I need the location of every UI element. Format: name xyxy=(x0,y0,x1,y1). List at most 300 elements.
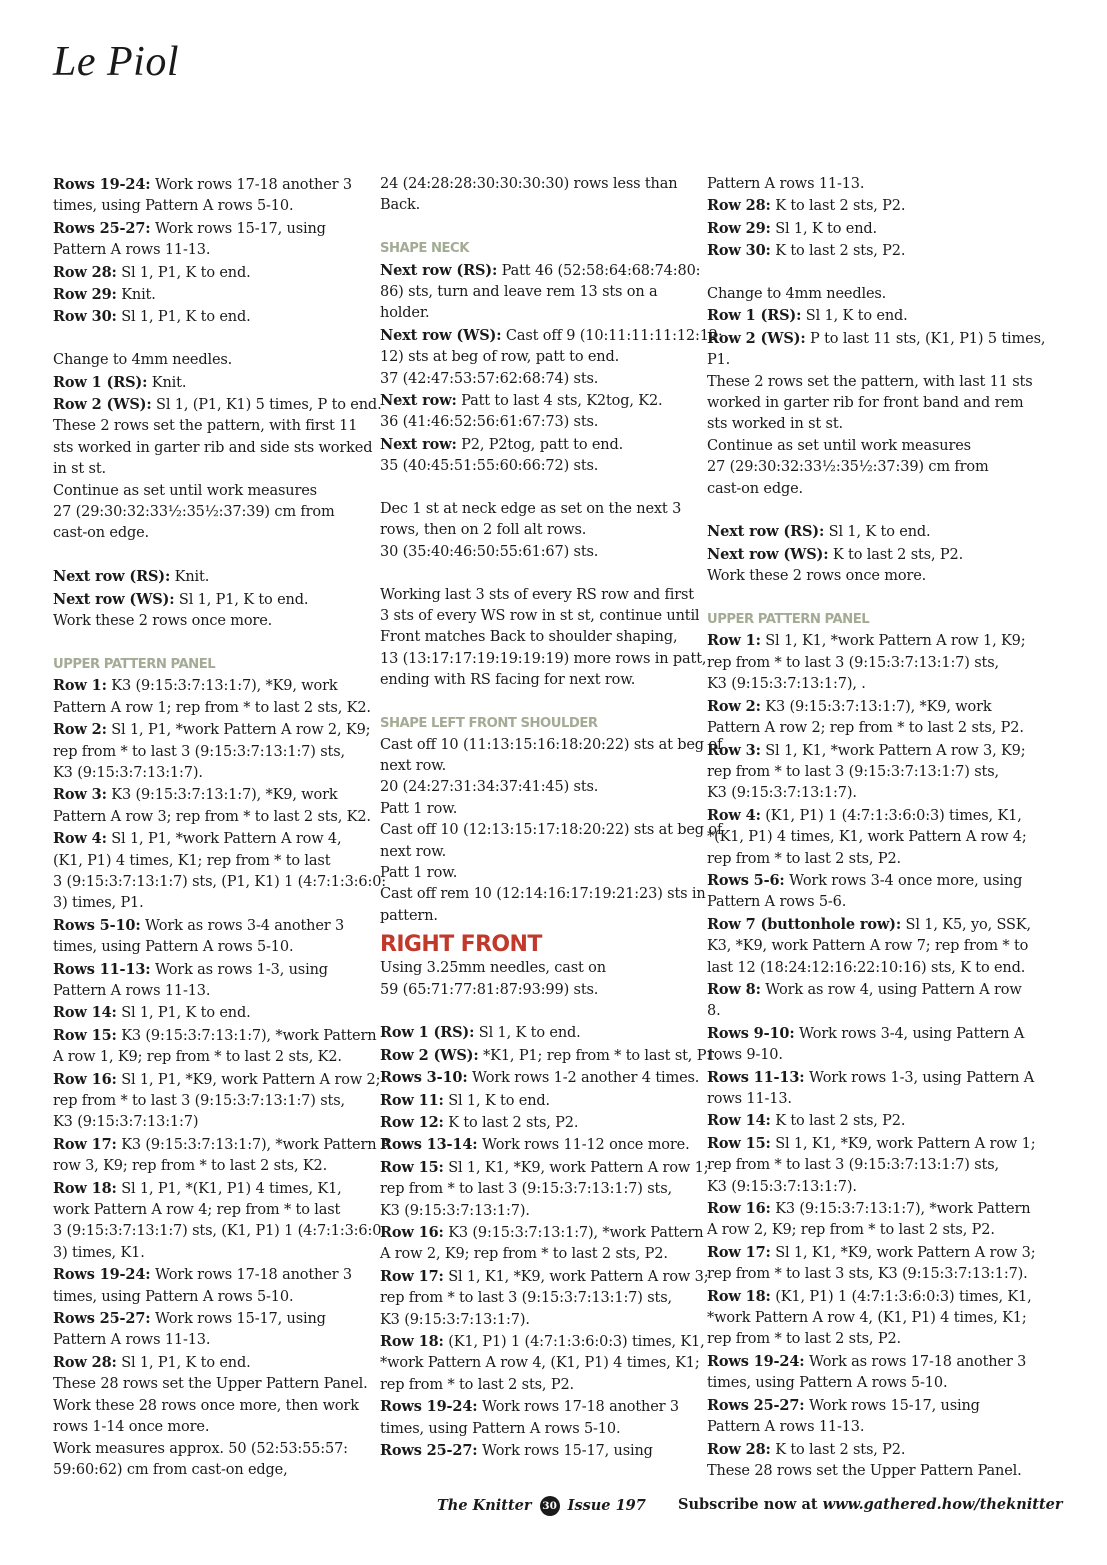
row-label: Row 4: xyxy=(707,806,761,824)
text-line xyxy=(380,1112,688,1134)
paragraph-gap xyxy=(707,263,1017,284)
text-line xyxy=(707,436,1017,457)
row-label: Row 17: xyxy=(380,1267,444,1285)
text-line xyxy=(53,1330,361,1351)
row-text: rep from * to last 3 (9:15:3:7:13:1:7) sts, xyxy=(707,1157,999,1174)
text-line xyxy=(380,1288,688,1309)
section-heading: UPPER PATTERN PANEL xyxy=(53,656,216,672)
row-label: Row 7 (buttonhole row): xyxy=(707,915,902,933)
text-line xyxy=(380,369,688,390)
row-text: times, using Pattern A rows 5-10. xyxy=(53,939,294,956)
row-text: Pattern A rows 11-13. xyxy=(53,242,211,259)
text-line xyxy=(53,416,361,437)
text-line xyxy=(53,1025,377,1047)
row-label: Row 1 (RS): xyxy=(707,307,802,325)
text-line xyxy=(707,849,1017,870)
text-line xyxy=(53,893,361,914)
row-text: Patt 1 row. xyxy=(380,800,458,817)
row-text: K to last 2 sts, P2. xyxy=(828,546,964,563)
text-line xyxy=(380,735,723,756)
text-line xyxy=(53,1243,361,1264)
row-text: Cast off rem 10 (12:14:16:17:19:21:23) sts in xyxy=(380,886,706,903)
text-line xyxy=(53,1308,361,1330)
text-line xyxy=(707,718,1024,739)
row-label: Row 1 (RS): xyxy=(53,373,148,391)
text-line xyxy=(53,675,361,697)
row-label: Row 3: xyxy=(707,741,761,759)
row-text: Sl 1, P1, K to end. xyxy=(174,591,309,608)
text-line xyxy=(707,1242,1036,1264)
text-line xyxy=(707,1286,1032,1308)
row-label: Rows 13-14: xyxy=(380,1136,478,1154)
row-text: K to last 2 sts, P2. xyxy=(770,198,906,215)
row-text: Sl 1, K1, *K9, work Pattern A row 1; xyxy=(443,1159,709,1176)
text-line xyxy=(53,872,387,893)
row-text: K3 (9:15:3:7:13:1:7). xyxy=(380,1202,530,1219)
text-line xyxy=(707,521,1017,543)
text-line xyxy=(53,523,361,544)
row-text: Pattern A row 2; rep from * to last 2 sts, P2. xyxy=(707,720,1024,737)
text-line xyxy=(53,851,361,872)
text-line xyxy=(707,827,1027,848)
text-line xyxy=(53,1112,361,1133)
row-text: (K1, P1) 1 (4:7:1:3:6:0:3) times, K1, xyxy=(760,807,1022,824)
row-text: Sl 1, K to end. xyxy=(443,1092,550,1109)
row-label: Row 28: xyxy=(707,1440,771,1458)
row-text: times, using Pattern A rows 5-10. xyxy=(53,198,294,215)
row-text: cast-on edge. xyxy=(53,525,149,542)
text-line xyxy=(707,1395,1017,1417)
text-line xyxy=(380,863,688,884)
row-text: 3) times, P1. xyxy=(53,895,144,912)
text-line xyxy=(380,884,706,905)
row-text: Continue as set until work measures xyxy=(53,482,317,499)
text-line xyxy=(380,434,688,456)
magazine-name: The Knitter xyxy=(437,1497,532,1514)
text-line xyxy=(707,240,1017,262)
row-text: K3 (9:15:3:7:13:1:7). xyxy=(707,785,857,802)
row-text: Pattern A row 3; rep from * to last 2 sts, K2. xyxy=(53,808,371,825)
text-line xyxy=(380,412,688,433)
text-line xyxy=(380,1375,688,1396)
text-line xyxy=(380,1134,688,1156)
row-text: Using 3.25mm needles, cast on xyxy=(380,960,606,977)
text-line xyxy=(380,1157,709,1179)
row-label: Rows 5-6: xyxy=(707,871,785,889)
text-line xyxy=(380,1222,704,1244)
row-label: Row 8: xyxy=(707,980,761,998)
text-line xyxy=(53,1091,361,1112)
text-line xyxy=(53,698,371,719)
row-text: Cast off 9 (10:11:11:11:12:12: xyxy=(501,327,723,344)
text-line xyxy=(53,1417,361,1438)
row-text: rep from * to last 3 (9:15:3:7:13:1:7) sts, xyxy=(53,743,345,760)
row-text: Sl 1, P1, *(K1, P1) 4 times, K1, xyxy=(116,1180,342,1197)
row-label: Row 17: xyxy=(53,1135,117,1153)
paragraph-gap xyxy=(707,500,1017,521)
row-text: Sl 1, (P1, K1) 5 times, P to end. xyxy=(151,397,382,414)
row-text: rep from * to last 3 (9:15:3:7:13:1:7) sts, xyxy=(707,654,999,671)
row-text: Work rows 3-4, using Pattern A xyxy=(794,1025,1025,1042)
row-text: 3 (9:15:3:7:13:1:7) sts, (K1, P1) 1 (4:7:1:3:6:0: xyxy=(53,1223,387,1240)
text-line xyxy=(707,1045,1017,1066)
text-line xyxy=(380,799,688,820)
row-text: Pattern A rows 11-13. xyxy=(707,1419,865,1436)
row-text: rep from * to last 2 sts, P2. xyxy=(380,1376,574,1393)
row-text: last 12 (18:24:12:16:22:10:16) sts, K to end. xyxy=(707,959,1026,976)
text-line xyxy=(707,566,1017,587)
row-text: sts worked in garter rib and side sts worked xyxy=(53,439,373,456)
row-text: P to last 11 sts, (K1, P1) 5 times, xyxy=(805,330,1046,347)
paragraph-gap xyxy=(380,478,688,499)
row-text: Work as row 4, using Pattern A row xyxy=(760,981,1022,998)
row-text: Sl 1, P1, K to end. xyxy=(116,264,251,281)
section-heading: SHAPE LEFT FRONT SHOULDER xyxy=(380,716,598,732)
text-line xyxy=(380,585,694,606)
row-text: rep from * to last 3 sts, K3 (9:15:3:7:13:1:7). xyxy=(707,1266,1028,1283)
row-text: rep from * to last 3 (9:15:3:7:13:1:7) sts, xyxy=(707,763,999,780)
row-text: K3 (9:15:3:7:13:1:7). xyxy=(53,764,203,781)
row-text: Pattern A rows 11-13. xyxy=(707,176,865,192)
row-text: (K1, P1) 1 (4:7:1:3:6:0:3) times, K1, xyxy=(443,1334,705,1351)
text-line xyxy=(707,1023,1025,1045)
row-text: 37 (42:47:53:57:62:68:74) sts. xyxy=(380,370,599,387)
row-text: Work rows 15-17, using xyxy=(150,220,326,237)
row-text: K3 (9:15:3:7:13:1:7), *work Pattern A xyxy=(116,1136,392,1153)
row-text: These 2 rows set the pattern, with last 11 sts xyxy=(707,373,1033,390)
row-text: K3 (9:15:3:7:13:1:7), *K9, work xyxy=(106,787,338,804)
text-line xyxy=(380,842,688,863)
text-line xyxy=(380,606,700,627)
text-line xyxy=(380,958,688,979)
text-line xyxy=(53,589,361,611)
row-text: K to last 2 sts, P2. xyxy=(770,1441,906,1458)
row-text: K to last 2 sts, P2. xyxy=(770,1113,906,1130)
pattern-column-3 xyxy=(707,174,1046,1482)
text-line xyxy=(707,174,1017,195)
row-text: P2, P2tog, patt to end. xyxy=(456,436,624,453)
row-text: Sl 1, K1, *K9, work Pattern A row 3; xyxy=(443,1268,709,1285)
text-line xyxy=(707,936,1029,957)
row-text: A row 2, K9; rep from * to last 2 sts, P2. xyxy=(707,1222,995,1239)
row-text: Work rows 1-2 another 4 times. xyxy=(467,1070,700,1087)
row-label: Row 17: xyxy=(707,1243,771,1261)
text-line xyxy=(380,1090,688,1112)
text-line xyxy=(380,1266,709,1288)
text-line xyxy=(707,630,1026,652)
row-text: Continue as set until work measures xyxy=(707,437,971,454)
text-line xyxy=(53,1156,361,1177)
text-line xyxy=(380,282,688,303)
row-text: Patt 46 (52:58:64:68:74:80: xyxy=(497,262,701,279)
text-line xyxy=(707,696,1017,718)
text-line xyxy=(53,959,361,981)
text-line xyxy=(53,1287,361,1308)
row-text: times, using Pattern A rows 5-10. xyxy=(53,1288,294,1305)
text-line xyxy=(380,1419,688,1440)
paragraph-gap xyxy=(53,633,361,654)
text-line xyxy=(707,1351,1027,1373)
text-line xyxy=(380,347,688,368)
row-label: Next row (WS): xyxy=(53,590,175,608)
text-line xyxy=(380,1022,688,1044)
row-text: next row. xyxy=(380,843,447,860)
text-line xyxy=(707,457,1017,478)
text-line xyxy=(380,520,688,541)
text-line xyxy=(707,870,1023,892)
text-line xyxy=(380,1244,688,1265)
row-text: K3 (9:15:3:7:13:1:7), *K9, work xyxy=(760,698,992,715)
row-text: K3 (9:15:3:7:13:1:7), *work Pattern xyxy=(443,1225,704,1242)
row-text: K to last 2 sts, P2. xyxy=(770,243,906,260)
row-text: Work rows 17-18 another 3 xyxy=(150,177,352,193)
row-text: Sl 1, P1, K to end. xyxy=(116,1354,251,1371)
row-label: Row 1: xyxy=(53,677,107,695)
paragraph-gap xyxy=(380,563,688,584)
section-heading: SHAPE NECK xyxy=(380,241,469,257)
row-text: next row. xyxy=(380,757,447,774)
row-label: Row 2 (WS): xyxy=(380,1046,479,1064)
row-text: rep from * to last 3 (9:15:3:7:13:1:7) sts, xyxy=(380,1181,672,1198)
text-line xyxy=(707,914,1031,936)
subscribe-link[interactable]: www.gathered.how/theknitter xyxy=(822,1496,1063,1513)
text-line xyxy=(707,1220,1017,1241)
row-text: Work as rows 1-3, using xyxy=(150,961,328,978)
row-label: Row 11: xyxy=(380,1091,444,1109)
text-line xyxy=(53,807,371,828)
text-line xyxy=(53,372,361,394)
row-label: Rows 19-24: xyxy=(380,1398,478,1416)
text-line xyxy=(707,218,1017,240)
text-line xyxy=(380,756,688,777)
text-line xyxy=(707,195,1017,217)
subscribe-text: Subscribe now at xyxy=(678,1496,818,1513)
row-label: Row 15: xyxy=(380,1158,444,1176)
text-line xyxy=(380,195,688,216)
text-line xyxy=(380,649,707,670)
row-label: Row 4: xyxy=(53,830,107,848)
text-line xyxy=(707,328,1046,350)
text-line xyxy=(53,937,361,958)
text-line xyxy=(380,499,688,520)
row-label: Row 29: xyxy=(707,219,771,237)
text-line xyxy=(53,719,371,741)
row-text: Cast off 10 (11:13:15:16:18:20:22) sts at beg of xyxy=(380,736,723,753)
pattern-column-1 xyxy=(53,174,392,1481)
text-line xyxy=(707,1461,1022,1482)
text-line xyxy=(53,1221,387,1242)
row-label: Row 28: xyxy=(53,263,117,281)
row-label: Row 30: xyxy=(707,242,771,260)
row-text: K to last 2 sts, P2. xyxy=(443,1114,579,1131)
text-line xyxy=(707,892,1017,913)
text-line xyxy=(53,1002,361,1024)
row-text: Change to 4mm needles. xyxy=(53,352,233,369)
row-label: Rows 25-27: xyxy=(707,1396,805,1414)
text-line xyxy=(707,674,1017,695)
row-text: 59:60:62) cm from cast-on edge, xyxy=(53,1461,288,1478)
row-label: Row 3: xyxy=(53,786,107,804)
text-line xyxy=(707,783,1017,804)
text-line xyxy=(707,1373,1017,1394)
paragraph-gap xyxy=(53,545,361,566)
row-text: Pattern A rows 11-13. xyxy=(53,982,211,999)
text-line xyxy=(53,611,361,632)
row-text: 3) times, K1. xyxy=(53,1244,145,1261)
text-line xyxy=(53,1178,361,1200)
text-line xyxy=(707,1264,1028,1285)
row-label: Next row (RS): xyxy=(53,568,171,586)
row-label: Rows 19-24: xyxy=(53,176,151,193)
text-line xyxy=(707,1067,1035,1089)
text-line xyxy=(380,1310,688,1331)
text-line xyxy=(53,1200,361,1221)
text-line xyxy=(707,805,1022,827)
row-text: Sl 1, K1, *K9, work Pattern A row 3; xyxy=(770,1244,1036,1261)
row-text: A row 1, K9; rep from * to last 2 sts, K2. xyxy=(53,1049,342,1066)
row-text: K3 (9:15:3:7:13:1:7), *K9, work xyxy=(106,678,338,695)
text-line xyxy=(53,981,361,1002)
text-line xyxy=(380,1201,688,1222)
row-label: Next row (RS): xyxy=(707,523,825,541)
row-label: Row 2 (WS): xyxy=(707,329,806,347)
row-text: 12) sts at beg of row, patt to end. xyxy=(380,349,620,366)
row-text: times, using Pattern A rows 5-10. xyxy=(707,1375,948,1392)
row-text: Dec 1 st at neck edge as set on the next 3 xyxy=(380,501,682,518)
row-text: A row 2, K9; rep from * to last 2 sts, P2. xyxy=(380,1246,668,1263)
text-line xyxy=(53,394,382,416)
text-line xyxy=(53,1374,368,1395)
row-text: 13 (13:17:17:19:19:19:19) more rows in patt, xyxy=(380,650,707,667)
row-text: 3 (9:15:3:7:13:1:7) sts, (P1, K1) 1 (4:7:1:3:6:0: xyxy=(53,873,387,890)
text-line xyxy=(380,670,688,691)
row-label: Rows 19-24: xyxy=(53,1266,151,1284)
row-text: These 28 rows set the Upper Pattern Panel. xyxy=(707,1462,1022,1479)
row-label: Rows 11-13: xyxy=(53,960,151,978)
text-line xyxy=(707,414,1017,435)
row-text: Sl 1, K1, *K9, work Pattern A row 1; xyxy=(770,1135,1036,1152)
row-label: Row 18: xyxy=(380,1333,444,1351)
row-text: Work these 28 rows once more, then work xyxy=(53,1397,359,1414)
row-text: Work rows 17-18 another 3 xyxy=(150,1267,352,1284)
row-text: (K1, P1) 4 times, K1; rep from * to last xyxy=(53,852,331,869)
row-text: Sl 1, P1, *work Pattern A row 4, xyxy=(106,831,342,848)
row-text: K3 (9:15:3:7:13:1:7), . xyxy=(707,676,866,693)
text-line xyxy=(380,820,723,841)
row-text: 86) sts, turn and leave rem 13 sts on a xyxy=(380,284,658,301)
row-label: Row 1: xyxy=(707,632,761,650)
row-text: These 2 rows set the pattern, with first 11 xyxy=(53,418,358,435)
row-text: *work Pattern A row 4, (K1, P1) 4 times, K1; xyxy=(707,1310,1027,1327)
row-text: 36 (41:46:52:56:61:67:73) sts. xyxy=(380,414,599,431)
row-text: times, using Pattern A rows 5-10. xyxy=(380,1420,621,1437)
text-line xyxy=(53,1460,361,1481)
row-text: rows, then on 2 foll alt rows. xyxy=(380,522,587,539)
row-label: Row 16: xyxy=(53,1070,117,1088)
row-text: *K1, P1; rep from * to last st, P1. xyxy=(478,1047,720,1064)
row-text: rows 1-14 once more. xyxy=(53,1419,210,1436)
text-line xyxy=(380,390,688,412)
issue-number: Issue 197 xyxy=(567,1497,646,1514)
text-line xyxy=(53,828,361,850)
row-text: rep from * to last 3 (9:15:3:7:13:1:7) sts, xyxy=(53,1093,345,1110)
row-label: Rows 3-10: xyxy=(380,1069,468,1087)
text-line xyxy=(380,1331,705,1353)
text-line xyxy=(380,456,688,477)
row-text: Work these 2 rows once more. xyxy=(53,613,273,630)
row-label: Row 16: xyxy=(707,1200,771,1218)
row-text: Pattern A row 1; rep from * to last 2 sts, K2. xyxy=(53,699,371,716)
row-label: Rows 11-13: xyxy=(707,1068,805,1086)
row-text: Sl 1, P1, *K9, work Pattern A row 2; xyxy=(116,1071,381,1088)
text-line xyxy=(707,1001,1017,1022)
text-line xyxy=(53,915,361,937)
row-text: 59 (65:71:77:81:87:93:99) sts. xyxy=(380,981,599,998)
row-text: (K1, P1) 1 (4:7:1:3:6:0:3) times, K1, xyxy=(770,1288,1032,1305)
text-line xyxy=(707,1089,1017,1110)
text-line xyxy=(53,1047,361,1068)
text-line xyxy=(53,174,361,196)
row-label: Rows 19-24: xyxy=(707,1352,805,1370)
row-text: Pattern A rows 5-6. xyxy=(707,894,847,911)
text-line xyxy=(53,1352,361,1374)
row-text: K3 (9:15:3:7:13:1:7), *work Pattern xyxy=(116,1027,377,1044)
text-line xyxy=(53,1069,381,1091)
row-text: 20 (24:27:31:34:37:41:45) sts. xyxy=(380,779,599,796)
pattern-column-2 xyxy=(380,174,723,1462)
text-line xyxy=(53,1396,361,1417)
row-text: Sl 1, K1, *work Pattern A row 1, K9; xyxy=(760,633,1026,650)
row-label: Row 18: xyxy=(707,1287,771,1305)
text-line xyxy=(707,350,1017,371)
text-line xyxy=(707,544,1017,566)
text-line xyxy=(53,240,361,261)
row-text: rep from * to last 2 sts, P2. xyxy=(707,850,901,867)
text-line xyxy=(380,777,688,798)
row-label: Next row (RS): xyxy=(380,261,498,279)
row-text: 3 sts of every WS row in st st, continue until xyxy=(380,608,700,625)
text-line xyxy=(707,284,1017,305)
row-text: rep from * to last 3 (9:15:3:7:13:1:7) sts, xyxy=(380,1290,672,1307)
paragraph-gap xyxy=(707,588,1017,609)
row-label: Row 14: xyxy=(707,1112,771,1130)
row-label: Row 15: xyxy=(53,1026,117,1044)
text-line xyxy=(707,479,1017,500)
row-text: P1. xyxy=(707,352,731,369)
row-label: Row 14: xyxy=(53,1004,117,1022)
row-text: Knit. xyxy=(170,569,210,586)
page-number-badge: 30 xyxy=(540,1496,560,1516)
text-line xyxy=(53,284,361,306)
text-line xyxy=(380,303,688,324)
text-line xyxy=(53,350,361,371)
text-line xyxy=(380,980,688,1001)
row-text: 35 (40:45:51:55:60:66:72) sts. xyxy=(380,458,599,475)
row-text: 27 (29:30:32:33½:35½:37:39) cm from xyxy=(707,459,989,476)
row-text: K3 (9:15:3:7:13:1:7), *work Pattern xyxy=(770,1201,1031,1218)
row-text: in st st. xyxy=(53,461,106,478)
row-text: K3 (9:15:3:7:13:1:7). xyxy=(707,1178,857,1195)
row-label: Rows 25-27: xyxy=(53,1310,151,1328)
paragraph-gap xyxy=(53,329,361,350)
text-line xyxy=(707,1439,1017,1461)
text-line xyxy=(380,627,688,648)
row-label: Row 2: xyxy=(707,697,761,715)
row-text: Patt 1 row. xyxy=(380,864,458,881)
row-label: Row 28: xyxy=(707,197,771,215)
row-label: Row 30: xyxy=(53,308,117,326)
text-line xyxy=(380,1440,688,1462)
